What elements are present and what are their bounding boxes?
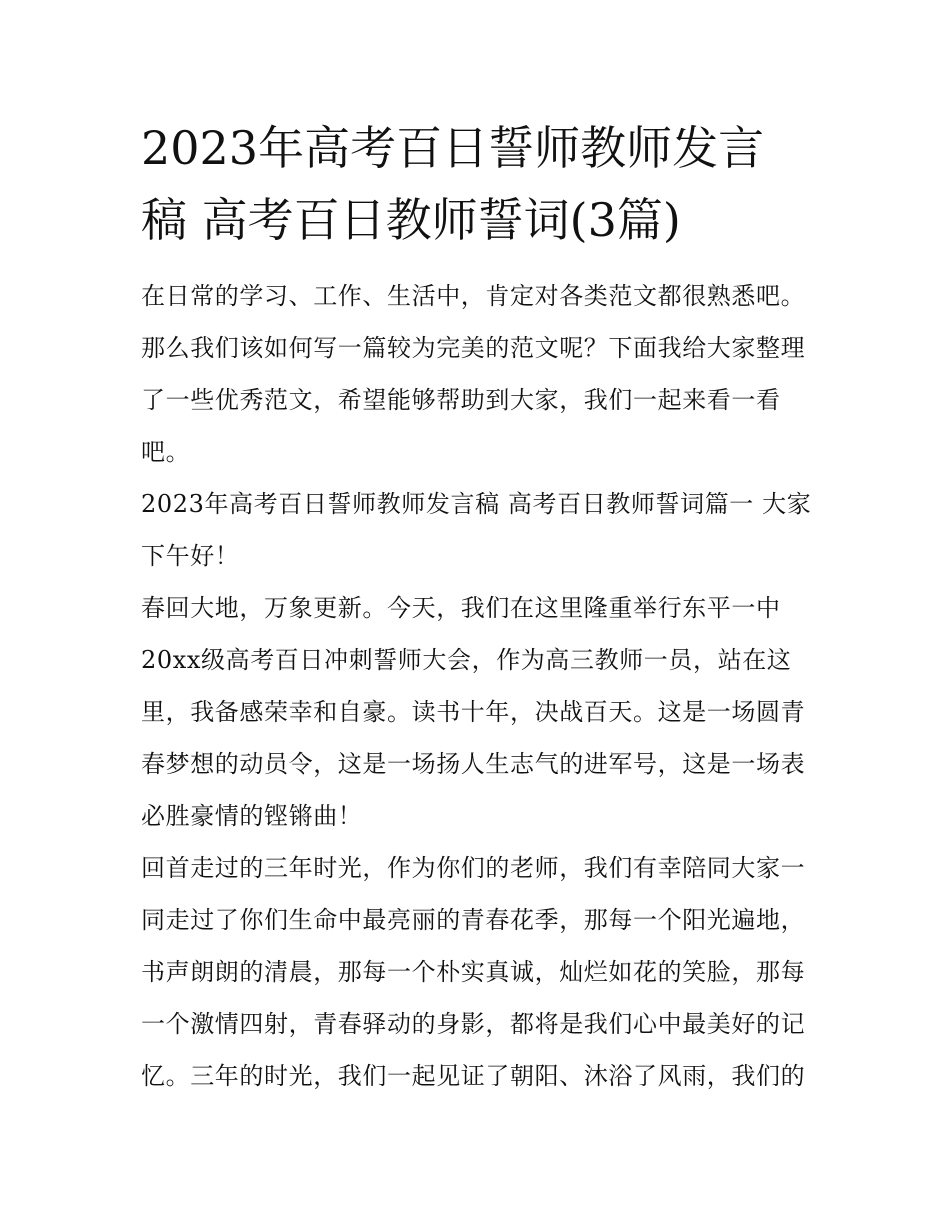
text-line: 书声朗朗的清晨，那每一个朴实真诚，灿烂如花的笑脸，那每 [141,958,806,986]
text-line: 春回大地，万象更新。今天，我们在这里隆重举行东平一中 [141,594,781,622]
text-line: 必胜豪情的铿锵曲！ [141,802,363,830]
document-body [141,270,813,1102]
text-line: 了一些优秀范文，希望能够帮助到大家，我们一起来看一看 [141,386,781,414]
text-line: 回首走过的三年时光，作为你们的老师，我们有幸陪同大家一 [141,854,806,882]
text-line: 同走过了你们生命中最亮丽的青春花季，那每一个阳光遍地， [141,906,806,934]
title-line-1: 2023年高考百日誓师教师发言 [141,121,765,175]
text-line: 春梦想的动员令，这是一场扬人生志气的进军号，这是一场表 [141,750,806,778]
title-line-2: 稿 高考百日教师誓词(3篇) [141,193,681,247]
document-title [141,112,813,256]
document-page [141,112,813,1102]
text-line: 在日常的学习、工作、生活中，肯定对各类范文都很熟悉吧。 [141,282,806,310]
text-line: 下午好！ [141,542,240,570]
text-line: 20xx级高考百日冲刺誓师大会，作为高三教师一员，站在这 [141,646,792,674]
text-line: 一个激情四射，青春驿动的身影，都将是我们心中最美好的记 [141,1010,806,1038]
text-line: 那么我们该如何写一篇较为完美的范文呢？下面我给大家整理 [141,334,806,362]
text-line: 吧。 [141,438,191,466]
text-line: 里，我备感荣幸和自豪。读书十年，决战百天。这是一场圆青 [141,698,806,726]
text-line: 忆。三年的时光，我们一起见证了朝阳、沐浴了风雨，我们的 [141,1062,806,1090]
text-line: 2023年高考百日誓师教师发言稿 高考百日教师誓词篇一 大家 [141,490,812,518]
